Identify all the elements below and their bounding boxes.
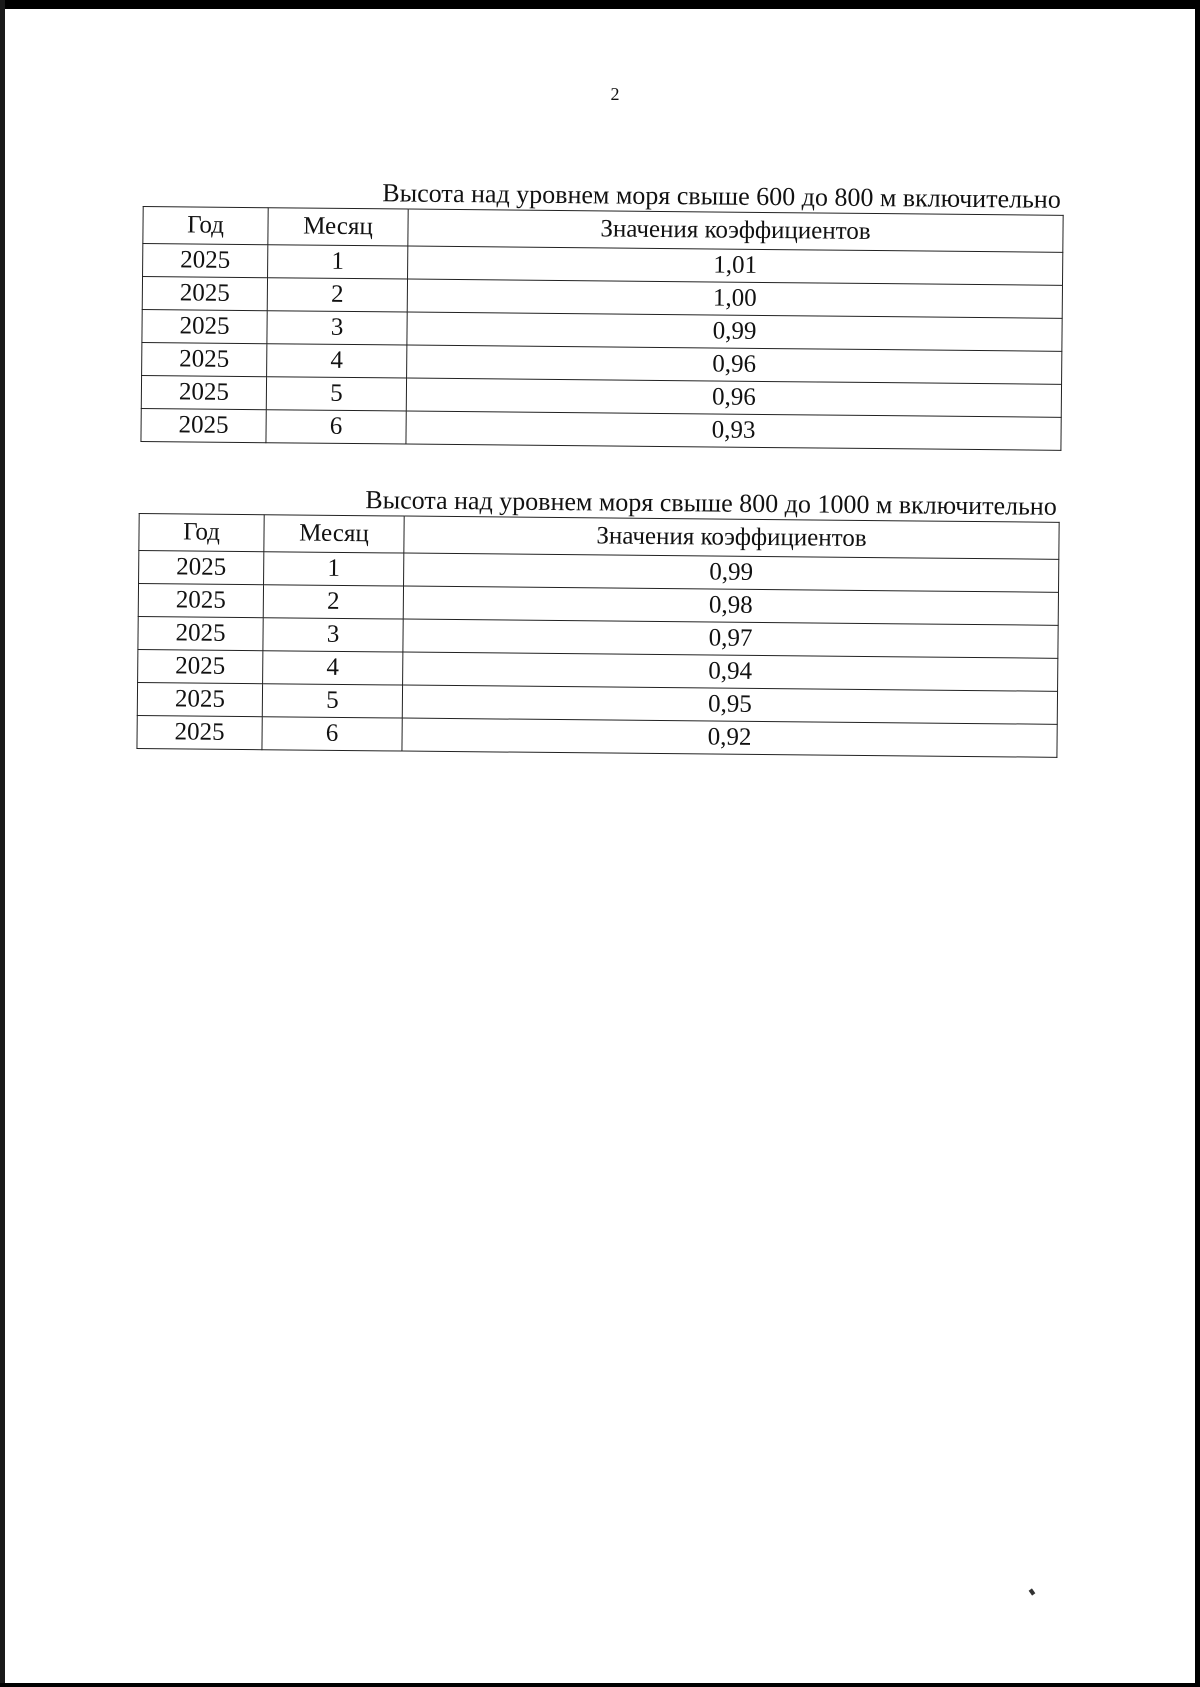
cell-coefficient: 0,99 <box>407 312 1062 351</box>
cell-month: 2 <box>267 278 407 312</box>
cell-year: 2025 <box>142 309 267 343</box>
header-coefficient-values: Значения коэффициентов <box>408 209 1063 252</box>
cell-year: 2025 <box>138 584 263 618</box>
cell-year: 2025 <box>139 551 264 585</box>
header-year: Год <box>139 514 264 552</box>
cell-coefficient: 1,00 <box>407 279 1062 318</box>
coefficient-table <box>136 513 1059 758</box>
cell-year: 2025 <box>137 682 262 716</box>
cell-year: 2025 <box>142 342 267 376</box>
cell-month: 5 <box>262 684 402 718</box>
header-month: Месяц <box>264 515 404 553</box>
coefficient-table-block-800-1000 <box>136 483 1059 758</box>
cell-year: 2025 <box>138 649 263 683</box>
cell-coefficient: 0,94 <box>403 652 1058 691</box>
cell-year: 2025 <box>138 616 263 650</box>
cell-month: 2 <box>263 585 403 619</box>
cell-year: 2025 <box>143 244 268 278</box>
coefficient-table <box>140 206 1063 451</box>
cell-year: 2025 <box>141 375 266 409</box>
cell-coefficient: 0,96 <box>407 345 1062 384</box>
cell-coefficient: 0,95 <box>402 685 1057 724</box>
cell-month: 1 <box>264 552 404 586</box>
cell-coefficient: 1,01 <box>408 246 1063 285</box>
cell-month: 1 <box>268 245 408 279</box>
table-title: Высота над уровнем моря свыше 600 до 800 м включительно <box>382 178 1061 214</box>
cell-coefficient: 0,92 <box>402 718 1057 757</box>
cell-month: 6 <box>266 410 406 444</box>
scan-border-right <box>1195 0 1200 1687</box>
cell-month: 4 <box>267 344 407 378</box>
header-month: Месяц <box>268 208 408 246</box>
cell-year: 2025 <box>142 277 267 311</box>
cell-coefficient: 0,96 <box>406 378 1061 417</box>
header-year: Год <box>143 207 268 245</box>
cell-month: 6 <box>262 717 402 751</box>
table-title: Высота над уровнем моря свыше 800 до 1000 м включительно <box>365 485 1057 521</box>
cell-month: 5 <box>266 377 406 411</box>
cell-coefficient: 0,98 <box>403 586 1058 625</box>
cell-coefficient: 0,93 <box>406 411 1061 450</box>
cell-month: 3 <box>267 311 407 345</box>
cell-month: 3 <box>263 618 403 652</box>
header-coefficient-values: Значения коэффициентов <box>404 516 1059 559</box>
scan-border-top <box>0 0 1200 9</box>
cell-year: 2025 <box>137 715 262 749</box>
coefficient-table-block-600-800 <box>140 176 1063 451</box>
scan-border-bottom <box>0 1683 1200 1687</box>
page-number: 2 <box>610 84 620 104</box>
scan-border-left <box>0 0 5 1687</box>
scan-speck <box>1029 1588 1036 1595</box>
cell-year: 2025 <box>141 408 266 442</box>
cell-coefficient: 0,97 <box>403 619 1058 658</box>
cell-month: 4 <box>263 651 403 685</box>
cell-coefficient: 0,99 <box>404 553 1059 592</box>
